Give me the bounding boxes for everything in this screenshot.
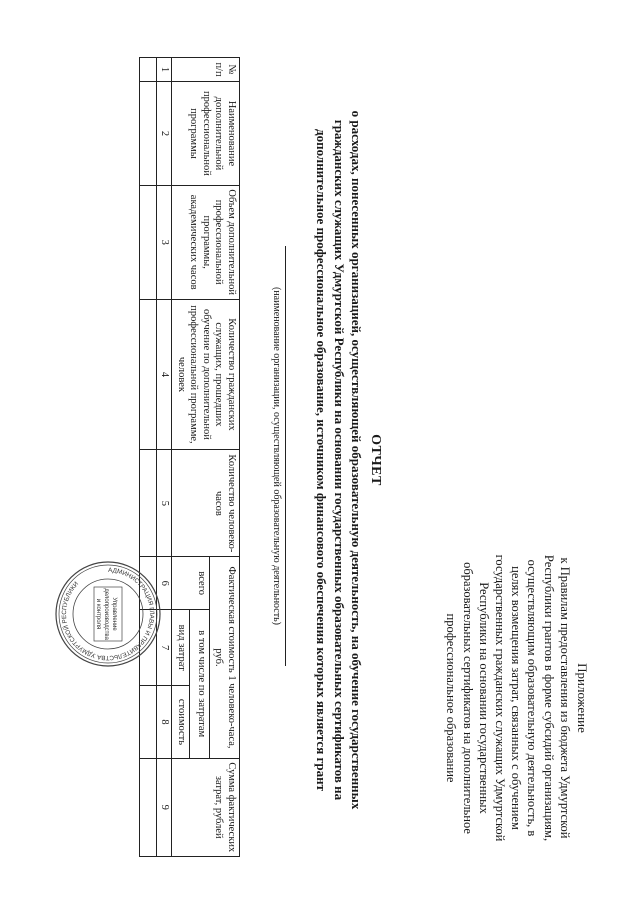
header-cell-cost-value: стоимость	[172, 686, 190, 758]
annex-heading: Приложение	[575, 663, 590, 733]
table-row	[140, 58, 157, 857]
table-cell	[140, 299, 157, 450]
table-number-row	[157, 58, 173, 857]
report-subtitle: о расходах, понесенных организацией, осуществляющей образовательную деятельность, на обучение государственных гражданских служащих Удмуртской Республики на основании государственных образовательных сертификатов на дополнительное профессиональное образование, источником финансового обеспечения которых является грант	[314, 110, 365, 810]
column-number: 1	[157, 58, 173, 82]
stamp-center-line: Управление	[111, 597, 117, 631]
column-number: 4	[157, 299, 173, 450]
stamp-center-line: делопроизводства	[103, 588, 109, 640]
table-cell	[140, 185, 157, 299]
table-cell	[140, 58, 157, 82]
table-header-row	[210, 58, 240, 857]
stamp-center-line: и контроля	[95, 598, 101, 630]
column-number: 8	[157, 686, 173, 758]
header-cell-total-sum: Сумма фактических затрат, рублей	[172, 758, 240, 856]
header-cell-including: в том числе по затратам	[190, 609, 210, 758]
official-stamp	[54, 560, 162, 668]
header-cell-number: № п/п	[172, 58, 240, 82]
column-number: 2	[157, 82, 173, 186]
column-number: 6	[157, 557, 173, 609]
header-cell-cost-type: вид затрат	[172, 609, 190, 686]
header-cell-servants-count: Количество гражданских служащих, прошедших обучение по дополнительной профессиональной программе, человек	[172, 299, 240, 450]
header-cell-program-name: Наименование дополнительной профессиональной программы	[172, 82, 240, 186]
annex-block	[443, 548, 590, 848]
org-name-line	[285, 246, 286, 666]
table-cell	[140, 758, 157, 856]
column-number: 3	[157, 185, 173, 299]
column-number: 5	[157, 450, 173, 557]
report-table	[139, 57, 240, 857]
header-cell-actual-cost: Фактическая стоимость 1 человеко-часа, руб.	[210, 557, 240, 758]
report-title-block	[313, 80, 384, 840]
column-number: 9	[157, 758, 173, 856]
header-cell-total: всего	[172, 557, 210, 609]
org-caption: (наименование организации, осуществляющей образовательную деятельность)	[271, 287, 282, 625]
report-title: ОТЧЕТ	[368, 434, 383, 486]
annex-text: к Правилам предоставления из бюджета Удмуртской Республики грантов в форме субсидий организациям, осуществляющим образовательную деятельность, в целях возмещения затрат, связанных с обучением государственных гражданских служащих Удмуртской Республики на основании государственных образовательных сертификатов на дополнительное профессиональное образование	[444, 554, 572, 842]
column-number: 7	[157, 609, 173, 686]
stamp-ring-text: АДМИНИСТРАЦИЯ ГЛАВЫ И ПРАВИТЕЛЬСТВА УДМУРТСКОЙ РЕСПУБЛИКИ	[60, 566, 156, 662]
table-cell	[140, 450, 157, 557]
table-cell	[140, 686, 157, 758]
header-cell-person-hours: Количество человеко-часов	[172, 450, 240, 557]
table-cell	[140, 82, 157, 186]
header-cell-program-volume: Объем дополнительной профессиональной программы, академических часов	[172, 185, 240, 299]
